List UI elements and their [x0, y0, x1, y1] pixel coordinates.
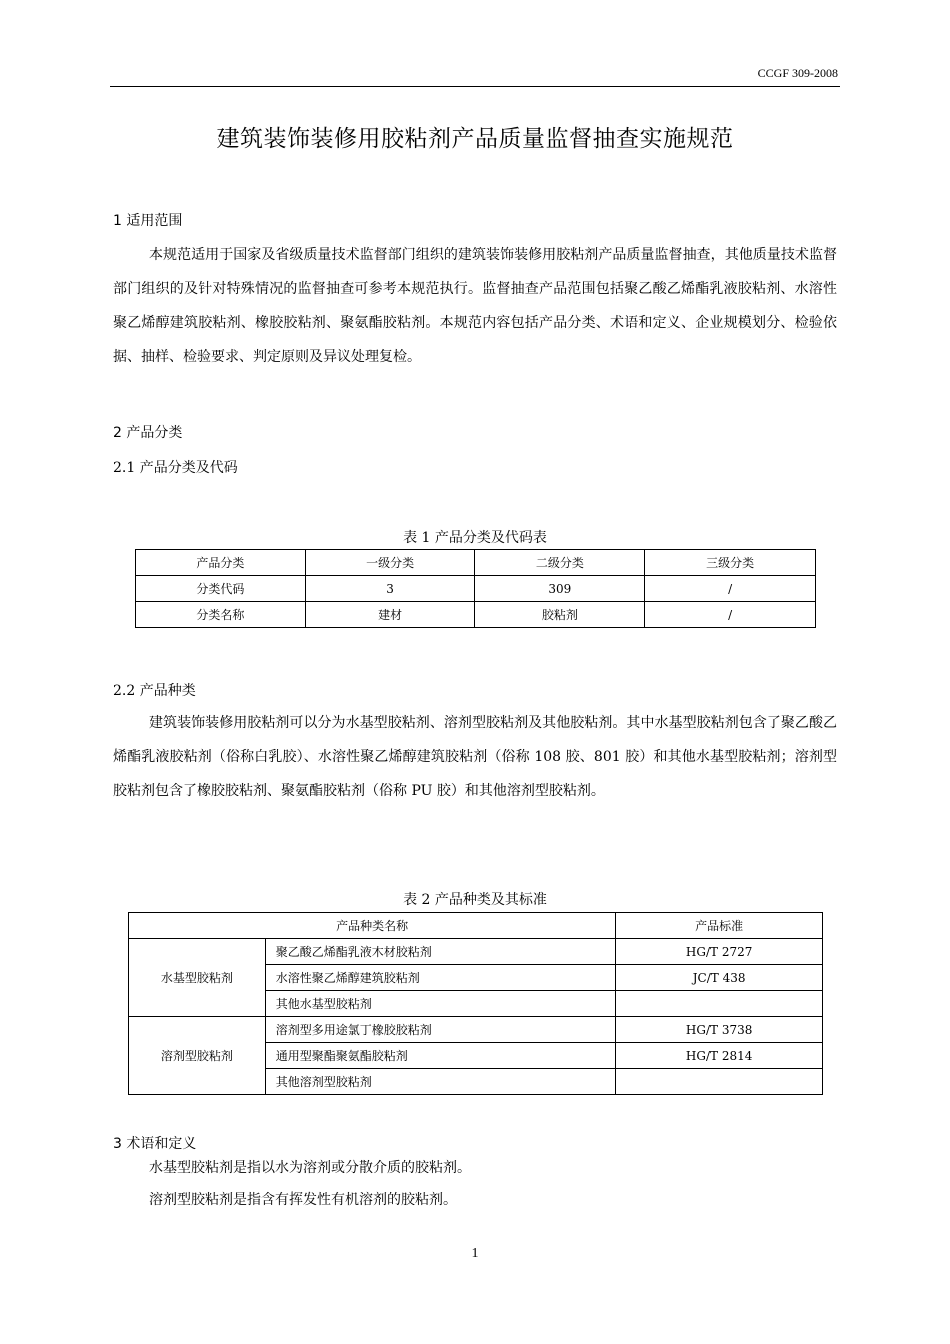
- header-rule: [110, 86, 840, 87]
- table-header-row: [129, 913, 823, 939]
- document-code: CCGF 309-2008: [757, 66, 838, 80]
- table-cell: HG/T 3738: [616, 1017, 823, 1043]
- group-cell: 水基型胶粘剂: [129, 939, 266, 1017]
- section-1-paragraph: 本规范适用于国家及省级质量技术监督部门组织的建筑装饰装修用胶粘剂产品质量监督抽查，其他质量技术监督部门组织的及针对特殊情况的监督抽查可参考本规范执行。监督抽查产品范围包括聚乙酸乙烯酯乳液胶粘剂、水溶性聚乙烯醇建筑胶粘剂、橡胶胶粘剂、聚氨酯胶粘剂。本规范内容包括产品分类、术语和定义、企业规模划分、检验依据、抽样、检验要求、判定原则及异议处理复检。: [113, 247, 837, 365]
- table-cell: /: [645, 576, 816, 602]
- table-row: [129, 1017, 823, 1043]
- table-cell: 分类代码: [136, 576, 306, 602]
- table-cell: 分类名称: [136, 602, 306, 628]
- page-title: 建筑装饰装修用胶粘剂产品质量监督抽查实施规范: [216, 126, 734, 152]
- table-cell: 水溶性聚乙烯醇建筑胶粘剂: [265, 965, 615, 991]
- table-cell: 胶粘剂: [475, 602, 645, 628]
- product-code-table: [135, 549, 816, 628]
- header-cell: 产品标准: [616, 913, 823, 939]
- header-cell: 二级分类: [475, 550, 645, 576]
- section-3-heading: 3 术语和定义: [113, 1136, 197, 1152]
- header-cell: 一级分类: [305, 550, 475, 576]
- header-cell: 产品分类: [136, 550, 306, 576]
- group-cell: 溶剂型胶粘剂: [129, 1017, 266, 1095]
- table-row: [136, 602, 816, 628]
- product-standard-table: [128, 912, 823, 1095]
- section-1-heading: 1 适用范围: [113, 213, 183, 229]
- table-1-caption: 表 1 产品分类及代码表: [403, 530, 547, 546]
- table-cell: 3: [305, 576, 475, 602]
- header-cell: 三级分类: [645, 550, 816, 576]
- table-cell: 其他水基型胶粘剂: [265, 991, 615, 1017]
- definition-line: 溶剂型胶粘剂是指含有挥发性有机溶剂的胶粘剂。: [149, 1192, 457, 1208]
- table-cell: 溶剂型多用途氯丁橡胶胶粘剂: [265, 1017, 615, 1043]
- section-2-2-heading: 2.2 产品种类: [113, 683, 196, 699]
- section-2-heading: 2 产品分类: [113, 425, 183, 441]
- table-cell: [616, 991, 823, 1017]
- section-2-2-paragraph: 建筑装饰装修用胶粘剂可以分为水基型胶粘剂、溶剂型胶粘剂及其他胶粘剂。其中水基型胶粘剂包含了聚乙酸乙烯酯乳液胶粘剂（俗称白乳胶）、水溶性聚乙烯醇建筑胶粘剂（俗称 108 胶、801 胶）和其他水基型胶粘剂；溶剂型胶粘剂包含了橡胶胶粘剂、聚氨酯胶粘剂（俗称 PU 胶）和其他溶剂型胶粘剂。: [113, 715, 837, 799]
- table-cell: [616, 1069, 823, 1095]
- table-cell: JC/T 438: [616, 965, 823, 991]
- table-cell: 聚乙酸乙烯酯乳液木材胶粘剂: [265, 939, 615, 965]
- header-cell: 产品种类名称: [129, 913, 616, 939]
- definition-line: 水基型胶粘剂是指以水为溶剂或分散介质的胶粘剂。: [149, 1160, 471, 1176]
- table-cell: 其他溶剂型胶粘剂: [265, 1069, 615, 1095]
- table-row: [129, 939, 823, 965]
- table-cell: /: [645, 602, 816, 628]
- table-2-caption: 表 2 产品种类及其标准: [403, 892, 547, 908]
- table-cell: 309: [475, 576, 645, 602]
- section-2-1-heading: 2.1 产品分类及代码: [113, 460, 238, 476]
- table-cell: HG/T 2727: [616, 939, 823, 965]
- table-cell: 通用型聚酯聚氨酯胶粘剂: [265, 1043, 615, 1069]
- table-header-row: [136, 550, 816, 576]
- table-row: [136, 576, 816, 602]
- page-number: 1: [471, 1246, 479, 1261]
- table-cell: HG/T 2814: [616, 1043, 823, 1069]
- table-cell: 建材: [305, 602, 475, 628]
